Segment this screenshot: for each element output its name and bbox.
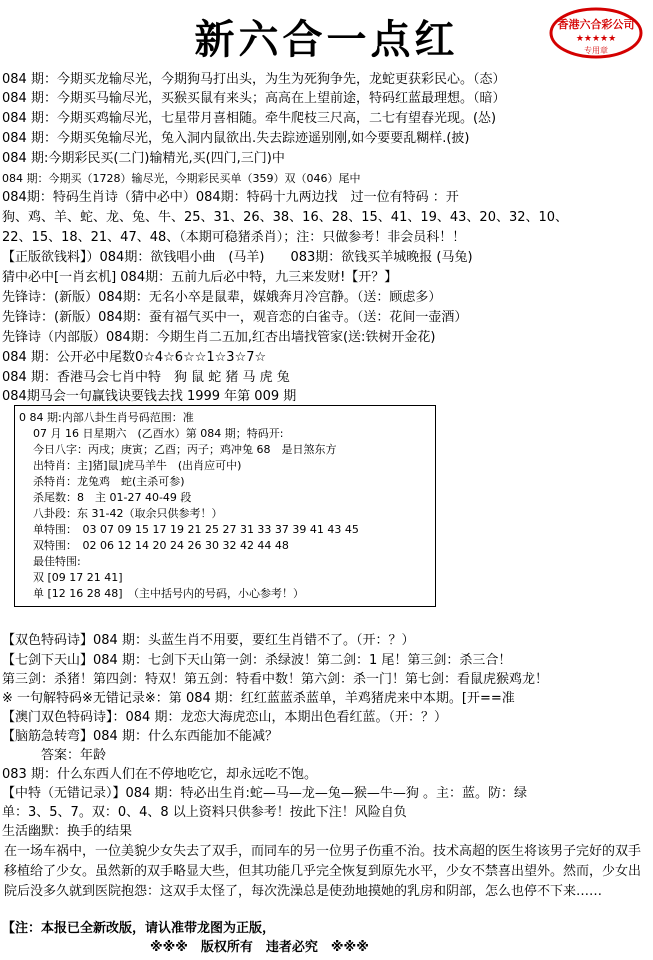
text-line: 084 期：公开必中尾数0☆4☆6☆☆1☆3☆7☆ [2, 350, 267, 365]
box-line: 出特肖：主]猪]鼠]虎马羊牛 (出肖应可中) [33, 459, 242, 472]
text-line: 084 期：今期买马输尽光，买猴买鼠有来头；高高在上望前途，特码红蓝最理想。（暗） [2, 91, 506, 106]
text-line: 084 期：香港马会七肖中特 狗 鼠 蛇 猪 马 虎 兔 [2, 370, 290, 385]
text-line: 先锋诗：(新版）084期：无名小卒是鼠辈，媒娥奔月冷宫静。（送：顾虑多） [2, 290, 442, 305]
box-line: 单特围： 03 07 09 15 17 19 21 25 27 31 33 37 39 41 43 45 [33, 523, 359, 536]
box-line: 八卦段：东 31-42（取余只供参考！） [33, 507, 223, 520]
humor-story: 在一场车祸中，一位美貌少女失去了双手，而同车的另一位男子伤重不治。技术高超的医生将该男子完好的双手移植给了少女。虽然新的双手略显大些，但其功能几乎完全恢复到原先水平，少女不禁喜出望外。然而，少女出院后没多久就到医院抱怨：这双手太怪了，每次洗澡总是使劲地摸她的乳房和阴部，怎么也停不下来…… [4, 844, 642, 899]
text-line: 生活幽默：换手的结果 [2, 824, 133, 839]
footer-rights: ※※※ 版权所有 违者必究 ※※※ [150, 940, 369, 955]
text-line: ※ 一句解特码※无错记录※：第 084 期：红红蓝蓝杀蓝单，羊鸡猪虎来中本期。[开==准 [2, 691, 515, 706]
text-line: 22、15、18、21、47、48、（本期可稳猪杀肖）；注：只做参考！非会员科！！ [2, 230, 466, 245]
text-line: 【中特（无错记录）】084 期：特必出生肖:蛇—马—龙—兔—猴—牛—狗 。主：蓝。防：绿 [2, 786, 527, 801]
text-line: 084 期:今期彩民买(二门)输精光,买(四门,三门)中 [2, 151, 285, 166]
stamp-subtext: 专用章 [584, 46, 608, 55]
text-line: 【正版欲钱料】）084期：欲钱唱小曲 (马羊) 083期：欲钱买羊城晚报 (马兔) [2, 250, 473, 265]
text-line: 【七剑下天山】084 期：七剑下天山第一剑：杀绿波！第二剑：1 尾！第三剑：杀三合！ [2, 653, 512, 668]
text-line: 083 期：什么东西人们在不停地吃它，却永远吃不饱。 [2, 767, 317, 782]
text-line: 084 期：今期买龙输尽光，今期狗马打出头，为生为死狗争先，龙蛇更获彩民心。（态） [2, 72, 506, 87]
text-line: 【双色特码诗】084 期：头蓝生肖不用要，要红生肖错不了。（开：？） [2, 633, 415, 648]
text-line: 【澳门双色特码诗】：084 期：龙恋大海虎恋山，本期出色看红蓝。（开：？） [2, 710, 447, 725]
footer-notice: 【注：本报已全新改版，请认准带龙图为正版， [2, 921, 276, 936]
box-line: 双 [09 17 21 41] [33, 571, 123, 584]
text-line: 狗、鸡、羊、蛇、龙、兔、牛、25、31、26、38、16、28、15、41、19、43、20、32、10、 [2, 210, 569, 225]
company-stamp [548, 6, 644, 60]
text-line: 猜中必中[一肖玄机] 084期：五前九后必中特，九三来发财!【开？】 [2, 270, 398, 285]
text-line: 先锋诗：(新版）084期：蚕有福气买中一，观音恋的白雀寺。（送：花间一壶酒） [2, 310, 468, 325]
box-line: 双特围： 02 06 12 14 20 24 26 30 32 42 44 48 [33, 539, 289, 552]
text-line: 084 期：今期买兔输尽光，兔入洞内鼠欲出.失去踪迹遥别刚,如今要要乱糊样.(披) [2, 131, 470, 146]
bagua-range-box [14, 405, 436, 607]
page-title: 新六合一点红 [194, 16, 459, 63]
text-line: 答案：年龄 [2, 748, 107, 763]
text-line: 084期马会一句赢钱诀要钱去找 1999 年第 009 期 [2, 389, 297, 404]
box-line: 单 [12 16 28 48] （主中括号内的号码，小心参考！） [33, 587, 305, 600]
text-line: 【脑筋急转弯】084 期：什么东西能加不能减？ [2, 729, 278, 744]
text-line: 第三剑：杀猪！第四剑：特双！第五剑：特看中数！第六剑：杀一门！第七剑：看鼠虎猴鸡龙！ [2, 672, 549, 687]
text-line: 084 期：今期买（1728）输尽光，今期彩民买单（359）双（046）尾中 [2, 172, 361, 185]
box-line: 杀特肖：龙兔鸡 蛇(主杀可参) [33, 475, 185, 488]
text-line: 084期：特码生肖诗（猜中必中）084期：特码十九两边找 过一位有特码 ：开 [2, 190, 459, 205]
box-line: 0 84 期:内部八卦生肖号码范围：准 [19, 411, 194, 424]
text-line: 先锋诗（内部版）084期：今期生肖二五加,红杏出墙找管家(送:铁树开金花) [2, 330, 436, 345]
svg-text:★★★★★: ★★★★★ [575, 34, 617, 44]
box-line: 今日八字：丙戌；庚寅；乙酉；丙子；鸡冲兔 68 是日煞东方 [33, 443, 337, 456]
box-line: 杀尾数：8 主 01-27 40-49 段 [33, 491, 192, 504]
box-line: 07 月 16 日星期六 (乙酉水）第 084 期；特码开: [33, 427, 284, 440]
text-line: 084 期：今期买鸡输尽光，七星带月喜相随。牵牛爬枝三尺高，二七有望春光现。(怂) [2, 111, 497, 126]
stamp-text: 香港六合彩公司 [557, 18, 635, 31]
box-line: 最佳特围: [33, 555, 81, 568]
text-line: 单：3、5、7。双：0、4、8 以上资料只供参考！按此下注！风险自负 [2, 805, 407, 820]
